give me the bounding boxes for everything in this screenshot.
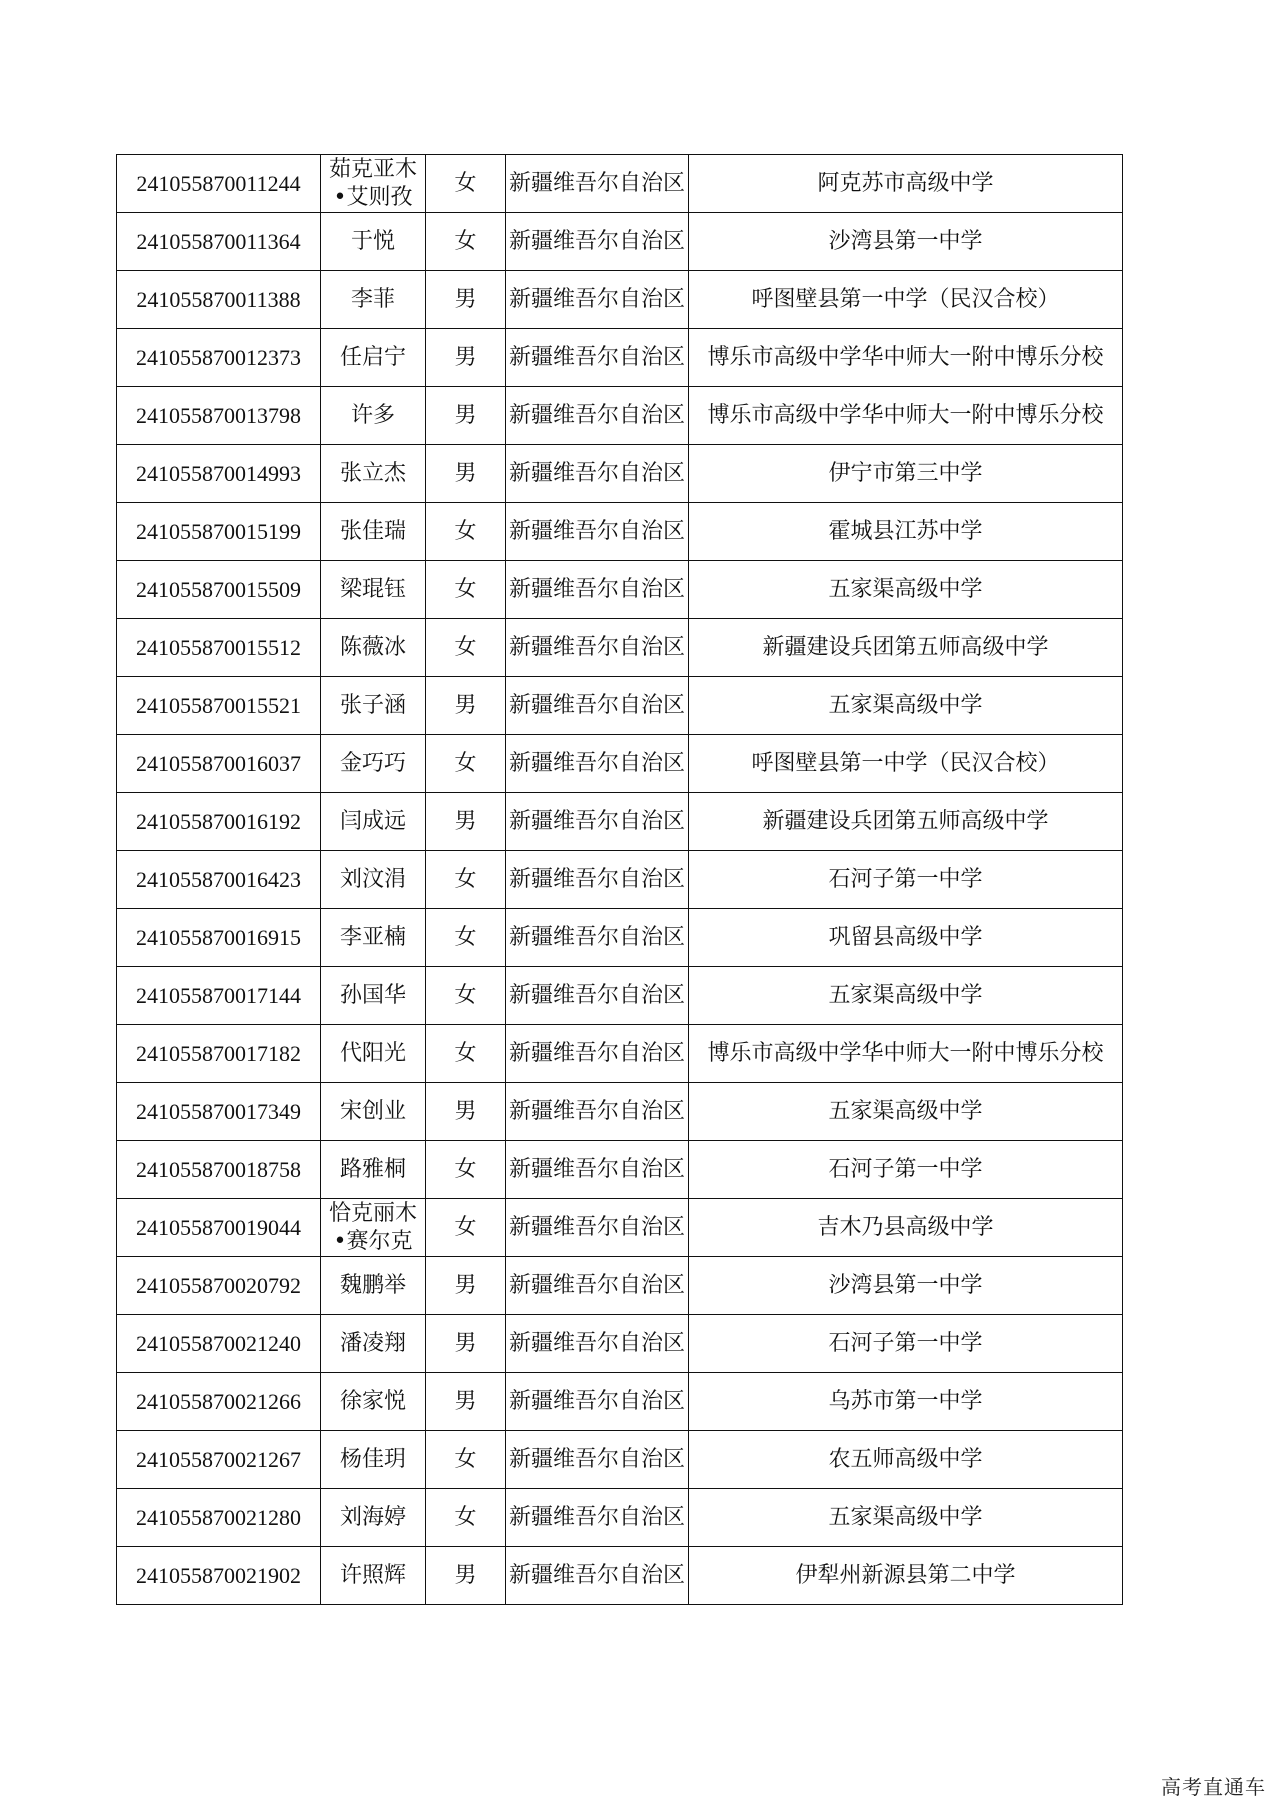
gender-cell: 女: [426, 155, 506, 213]
student-id-cell: 241055870015521: [117, 677, 321, 735]
student-id-cell: 241055870021902: [117, 1547, 321, 1605]
student-name-cell: 茹克亚木•艾则孜: [321, 155, 426, 213]
gender-cell: 男: [426, 677, 506, 735]
student-id-cell: 241055870011364: [117, 213, 321, 271]
region-cell: 新疆维吾尔自治区: [506, 619, 689, 677]
student-id-cell: 241055870016915: [117, 909, 321, 967]
student-name-cell: 于悦: [321, 213, 426, 271]
student-name-cell: 张子涵: [321, 677, 426, 735]
region-cell: 新疆维吾尔自治区: [506, 329, 689, 387]
table-row: [117, 1257, 1123, 1315]
gender-cell: 男: [426, 1547, 506, 1605]
gender-cell: 男: [426, 445, 506, 503]
student-name-cell: 宋创业: [321, 1083, 426, 1141]
table-row: [117, 387, 1123, 445]
table-row: [117, 1315, 1123, 1373]
student-id-cell: 241055870016037: [117, 735, 321, 793]
student-id-cell: 241055870015199: [117, 503, 321, 561]
school-cell: 五家渠高级中学: [689, 561, 1123, 619]
student-id-cell: 241055870011244: [117, 155, 321, 213]
school-cell: 五家渠高级中学: [689, 1083, 1123, 1141]
school-cell: 吉木乃县高级中学: [689, 1199, 1123, 1257]
table-row: [117, 1547, 1123, 1605]
region-cell: 新疆维吾尔自治区: [506, 387, 689, 445]
region-cell: 新疆维吾尔自治区: [506, 793, 689, 851]
student-id-cell: 241055870016423: [117, 851, 321, 909]
school-cell: 五家渠高级中学: [689, 967, 1123, 1025]
school-cell: 沙湾县第一中学: [689, 213, 1123, 271]
gender-cell: 男: [426, 1315, 506, 1373]
school-cell: 博乐市高级中学华中师大一附中博乐分校: [689, 387, 1123, 445]
region-cell: 新疆维吾尔自治区: [506, 1083, 689, 1141]
school-cell: 巩留县高级中学: [689, 909, 1123, 967]
table-row: [117, 271, 1123, 329]
gender-cell: 女: [426, 619, 506, 677]
table-row: [117, 909, 1123, 967]
gender-cell: 女: [426, 1025, 506, 1083]
student-name-cell: 潘凌翔: [321, 1315, 426, 1373]
school-cell: 石河子第一中学: [689, 1141, 1123, 1199]
student-id-cell: 241055870015512: [117, 619, 321, 677]
gender-cell: 男: [426, 1083, 506, 1141]
student-id-cell: 241055870017144: [117, 967, 321, 1025]
table-row: [117, 967, 1123, 1025]
student-id-cell: 241055870020792: [117, 1257, 321, 1315]
gender-cell: 女: [426, 909, 506, 967]
student-name-cell: 任启宁: [321, 329, 426, 387]
table-row: [117, 561, 1123, 619]
region-cell: 新疆维吾尔自治区: [506, 1373, 689, 1431]
student-name-cell: 恰克丽木•赛尔克: [321, 1199, 426, 1257]
student-name-cell: 刘汶涓: [321, 851, 426, 909]
table-row: [117, 1141, 1123, 1199]
student-id-cell: 241055870012373: [117, 329, 321, 387]
region-cell: 新疆维吾尔自治区: [506, 1547, 689, 1605]
region-cell: 新疆维吾尔自治区: [506, 677, 689, 735]
school-cell: 五家渠高级中学: [689, 1489, 1123, 1547]
student-name-cell: 闫成远: [321, 793, 426, 851]
gender-cell: 男: [426, 1257, 506, 1315]
gender-cell: 女: [426, 967, 506, 1025]
student-name-cell: 路雅桐: [321, 1141, 426, 1199]
region-cell: 新疆维吾尔自治区: [506, 155, 689, 213]
student-id-cell: 241055870015509: [117, 561, 321, 619]
student-name-cell: 许照辉: [321, 1547, 426, 1605]
school-cell: 石河子第一中学: [689, 1315, 1123, 1373]
gender-cell: 女: [426, 213, 506, 271]
gender-cell: 女: [426, 1431, 506, 1489]
table-row: [117, 677, 1123, 735]
school-cell: 阿克苏市高级中学: [689, 155, 1123, 213]
region-cell: 新疆维吾尔自治区: [506, 851, 689, 909]
table-row: [117, 1083, 1123, 1141]
student-id-cell: 241055870021267: [117, 1431, 321, 1489]
student-name-cell: 张立杰: [321, 445, 426, 503]
student-id-cell: 241055870021266: [117, 1373, 321, 1431]
roster-body: [117, 155, 1123, 1605]
region-cell: 新疆维吾尔自治区: [506, 1489, 689, 1547]
gender-cell: 女: [426, 735, 506, 793]
region-cell: 新疆维吾尔自治区: [506, 735, 689, 793]
student-id-cell: 241055870018758: [117, 1141, 321, 1199]
student-name-cell: 李亚楠: [321, 909, 426, 967]
student-name-cell: 孙国华: [321, 967, 426, 1025]
gender-cell: 男: [426, 387, 506, 445]
table-row: [117, 619, 1123, 677]
table-row: [117, 445, 1123, 503]
region-cell: 新疆维吾尔自治区: [506, 561, 689, 619]
school-cell: 新疆建设兵团第五师高级中学: [689, 619, 1123, 677]
school-cell: 农五师高级中学: [689, 1431, 1123, 1489]
region-cell: 新疆维吾尔自治区: [506, 1257, 689, 1315]
gender-cell: 男: [426, 1373, 506, 1431]
region-cell: 新疆维吾尔自治区: [506, 445, 689, 503]
roster-table: [116, 154, 1123, 1605]
school-cell: 伊犁州新源县第二中学: [689, 1547, 1123, 1605]
student-id-cell: 241055870019044: [117, 1199, 321, 1257]
gender-cell: 女: [426, 1199, 506, 1257]
school-cell: 呼图壁县第一中学（民汉合校）: [689, 271, 1123, 329]
gender-cell: 女: [426, 561, 506, 619]
region-cell: 新疆维吾尔自治区: [506, 1199, 689, 1257]
region-cell: 新疆维吾尔自治区: [506, 909, 689, 967]
table-row: [117, 735, 1123, 793]
student-name-cell: 梁琨钰: [321, 561, 426, 619]
student-name-cell: 张佳瑞: [321, 503, 426, 561]
region-cell: 新疆维吾尔自治区: [506, 503, 689, 561]
table-row: [117, 851, 1123, 909]
school-cell: 伊宁市第三中学: [689, 445, 1123, 503]
region-cell: 新疆维吾尔自治区: [506, 1431, 689, 1489]
region-cell: 新疆维吾尔自治区: [506, 967, 689, 1025]
table-row: [117, 155, 1123, 213]
student-id-cell: 241055870016192: [117, 793, 321, 851]
gender-cell: 男: [426, 271, 506, 329]
school-cell: 沙湾县第一中学: [689, 1257, 1123, 1315]
student-name-cell: 陈薇冰: [321, 619, 426, 677]
school-cell: 呼图壁县第一中学（民汉合校）: [689, 735, 1123, 793]
table-row: [117, 1373, 1123, 1431]
gender-cell: 女: [426, 1489, 506, 1547]
school-cell: 新疆建设兵团第五师高级中学: [689, 793, 1123, 851]
school-cell: 乌苏市第一中学: [689, 1373, 1123, 1431]
student-id-cell: 241055870017349: [117, 1083, 321, 1141]
region-cell: 新疆维吾尔自治区: [506, 271, 689, 329]
student-name-cell: 金巧巧: [321, 735, 426, 793]
region-cell: 新疆维吾尔自治区: [506, 1315, 689, 1373]
table-row: [117, 329, 1123, 387]
table-row: [117, 503, 1123, 561]
table-row: [117, 1489, 1123, 1547]
student-id-cell: 241055870017182: [117, 1025, 321, 1083]
region-cell: 新疆维吾尔自治区: [506, 213, 689, 271]
gender-cell: 女: [426, 1141, 506, 1199]
student-id-cell: 241055870011388: [117, 271, 321, 329]
region-cell: 新疆维吾尔自治区: [506, 1025, 689, 1083]
student-id-cell: 241055870021240: [117, 1315, 321, 1373]
gender-cell: 女: [426, 503, 506, 561]
watermark: 高考直通车: [1161, 1775, 1266, 1799]
gender-cell: 男: [426, 793, 506, 851]
table-row: [117, 1025, 1123, 1083]
school-cell: 博乐市高级中学华中师大一附中博乐分校: [689, 329, 1123, 387]
student-name-cell: 李菲: [321, 271, 426, 329]
student-name-cell: 刘海婷: [321, 1489, 426, 1547]
student-id-cell: 241055870021280: [117, 1489, 321, 1547]
table-row: [117, 1431, 1123, 1489]
student-name-cell: 许多: [321, 387, 426, 445]
school-cell: 博乐市高级中学华中师大一附中博乐分校: [689, 1025, 1123, 1083]
region-cell: 新疆维吾尔自治区: [506, 1141, 689, 1199]
student-name-cell: 杨佳玥: [321, 1431, 426, 1489]
gender-cell: 女: [426, 851, 506, 909]
student-name-cell: 徐家悦: [321, 1373, 426, 1431]
school-cell: 霍城县江苏中学: [689, 503, 1123, 561]
school-cell: 五家渠高级中学: [689, 677, 1123, 735]
table-row: [117, 213, 1123, 271]
table-row: [117, 1199, 1123, 1257]
student-name-cell: 魏鹏举: [321, 1257, 426, 1315]
student-name-cell: 代阳光: [321, 1025, 426, 1083]
student-id-cell: 241055870013798: [117, 387, 321, 445]
student-id-cell: 241055870014993: [117, 445, 321, 503]
table-row: [117, 793, 1123, 851]
gender-cell: 男: [426, 329, 506, 387]
school-cell: 石河子第一中学: [689, 851, 1123, 909]
